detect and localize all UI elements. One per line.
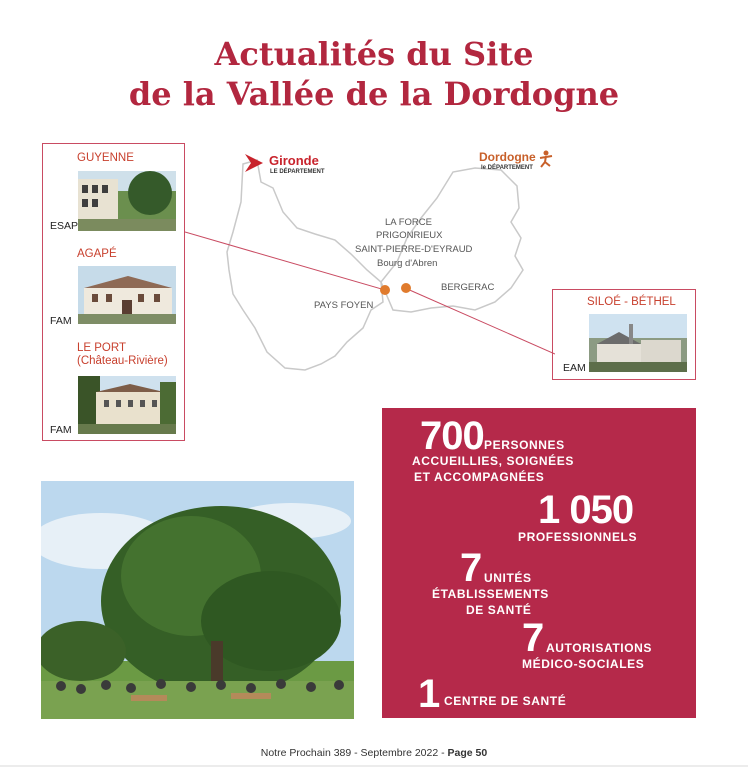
photo-siloe-bethel xyxy=(589,314,687,372)
map-label-bergerac: BERGERAC xyxy=(441,282,495,293)
dordogne-logo-text: Dordogne xyxy=(479,150,536,164)
event-photo xyxy=(41,481,354,719)
stat-units-label: UNITÉS xyxy=(484,571,532,585)
footer-text: Notre Prochain 389 - Septembre 2022 - xyxy=(260,747,448,759)
bottom-divider xyxy=(0,765,748,767)
stat-units-number: 7 xyxy=(460,546,482,590)
site-type-siloe-bethel: EAM xyxy=(563,362,586,374)
stat-people-number: 700 xyxy=(420,414,484,458)
stat-units-line3: DE SANTÉ xyxy=(466,603,532,617)
page-title-line2: de la Vallée de la Dordogne xyxy=(128,75,620,113)
map-label-la-force: LA FORCE xyxy=(385,217,432,228)
stat-people-line2: ACCUEILLIES, SOIGNÉES xyxy=(412,454,574,468)
site-name-agape: AGAPÉ xyxy=(77,248,117,260)
site-name-siloe-bethel: SILOÉ - BÉTHEL xyxy=(587,296,676,308)
stat-people-line3: ET ACCOMPAGNÉES xyxy=(414,470,545,484)
site-name-le-port-sub: (Château-Rivière) xyxy=(77,355,168,367)
page-title-line1: Actualités du Site xyxy=(214,35,534,73)
stat-auth-line2: MÉDICO-SOCIALES xyxy=(522,657,645,671)
site-type-agape: FAM xyxy=(50,315,72,327)
site-type-guyenne: ESAP xyxy=(50,220,79,232)
dordogne-logo xyxy=(479,150,557,176)
stat-staff-number: 1 050 xyxy=(538,488,634,532)
stat-staff-label: PROFESSIONNELS xyxy=(518,530,638,544)
stats-panel xyxy=(382,408,696,718)
stat-people-label: PERSONNES xyxy=(484,438,565,452)
gironde-logo-sub: LE DÉPARTEMENT xyxy=(270,169,325,175)
photo-guyenne xyxy=(78,171,176,231)
photo-le-port xyxy=(78,376,176,434)
stat-auth-label: AUTORISATIONS xyxy=(546,641,653,655)
marker-bergerac xyxy=(401,283,411,293)
site-name-guyenne: GUYENNE xyxy=(77,152,134,164)
dordogne-logo-sub: le DÉPARTEMENT xyxy=(481,165,533,171)
map-label-pays-foyen: PAYS FOYEN xyxy=(314,300,374,311)
site-name-le-port: LE PORT xyxy=(77,342,126,354)
gironde-logo-text: Gironde xyxy=(269,153,319,168)
stat-units-line2: ÉTABLISSEMENTS xyxy=(432,587,549,601)
right-site-panel xyxy=(552,289,696,380)
stat-auth-number: 7 xyxy=(522,616,544,660)
gironde-outline xyxy=(227,160,383,370)
page-footer xyxy=(0,747,748,759)
map-label-bourg-abren: Bourg d'Abren xyxy=(377,258,438,269)
map-label-prigonrieux: PRIGONRIEUX xyxy=(376,230,443,241)
photo-agape xyxy=(78,266,176,324)
left-sites-panel xyxy=(42,143,185,441)
gironde-logo xyxy=(243,152,333,178)
map-label-saint-pierre: SAINT-PIERRE-D'EYRAUD xyxy=(355,244,473,255)
region-map xyxy=(185,142,555,382)
dordogne-figure-icon xyxy=(539,150,553,168)
site-type-le-port: FAM xyxy=(50,424,72,436)
stat-center-number: 1 xyxy=(418,672,440,716)
marker-pays-foyen xyxy=(380,285,390,295)
footer-page-number: Page 50 xyxy=(447,747,488,759)
stat-center-label: CENTRE DE SANTÉ xyxy=(444,694,567,708)
